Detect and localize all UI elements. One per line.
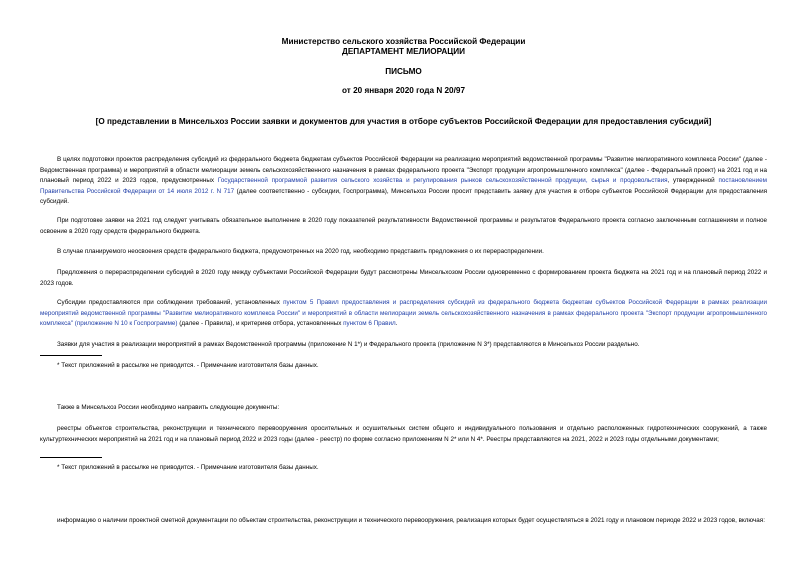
paragraph-9: информацию о наличии проектной сметной документации по объектам строительства, реконструкции и технического перевооружения, реализация которых будет осуществляться в 2021 году и плановом периоде 2022 и 2023 годов, включая: (57, 517, 765, 524)
doc-date-number: от 20 января 2020 года N 20/97 (342, 86, 465, 95)
paragraph-5-text-b: (далее - Правила), и критериев отбора, установленных (177, 320, 344, 327)
ministry-title: Министерство сельского хозяйства Российской Федерации (281, 37, 526, 46)
paragraph-1 (40, 155, 767, 208)
paragraph-1-text-a: В целях подготовки проектов распределения субсидий из федерального бюджета бюджетам субъектов Российской Федерации на реализацию мероприятий ведомственной программы "Развитие мелиоративного комплекса России" (далее - Ведомственная программа) и мероприятий в области мелиорации земель сельскохозяйственного назначения в рамках федерального проекта "Экспорт продукции агропромышленного комплекса" (далее - Федеральный проект) на 2021 год и на плановый период 2022 и 2023 годов, предусмотренных (40, 156, 767, 184)
link-gosprogramma[interactable]: Государственной программой развития сельского хозяйства и регулирования рынков сельскохозяйственной продукции, сырья и продовольствия (217, 177, 668, 184)
paragraph-7: Также в Минсельхоз России необходимо направить следующие документы: (57, 404, 280, 411)
footnote-divider (40, 355, 102, 356)
paragraph-6: Заявки для участия в реализации мероприятий в рамках Ведомственной программы (приложение N 1*) и Федерального проекта (приложение N 3*) представляются в Минсельхоз России раздельно. (57, 341, 640, 348)
footnote-1: * Текст приложений в рассылке не приводится. - Примечание изготовителя базы данных. (57, 362, 319, 369)
link-postanovlenie-717[interactable]: постановлением Правительства Российской Федерации от 14 июля 2012 г. N 717 (40, 177, 767, 195)
paragraph-5 (40, 298, 767, 330)
paragraph-4: Предложения о перераспределении субсидий в 2020 году между субъектами Российской Федерации будут рассмотрены Минсельхозом России одновременно с формированием проекта бюджета на 2021 год и на плановый период 2022 и 2023 годов. (40, 269, 767, 287)
paragraph-5-text-a: Субсидии предоставляются при соблюдении требований, установленных (57, 299, 284, 306)
doc-subject: [О представлении в Минсельхоз России заявки и документов для участия в отборе субъектов Российской Федерации для предоставления субсидий] (95, 117, 712, 126)
footnote-divider (40, 457, 102, 458)
footnote-2: * Текст приложений в рассылке не приводится. - Примечание изготовителя базы данных. (57, 464, 319, 471)
paragraph-1-text-b: , утвержденной (667, 177, 719, 184)
link-punkt-5-pravil[interactable]: пунктом 5 Правил предоставления и распределения субсидий из федерального бюджета бюджетам субъектов Российской Федерации в рамках реализации мероприятий ведомственной программы "Развитие мелиоративного комплекса России" и мероприятий в области мелиорации земель сельскохозяйственного назначения в рамках федерального проекта "Экспорт продукции агропромышленного комплекса" (приложение N 10 к Госпрограмме) (40, 299, 767, 327)
paragraph-2: При подготовке заявки на 2021 год следует учитывать обязательное выполнение в 2020 году показателей результативности Ведомственной программы и результатов Федерального проекта согласно заключенным соглашениям и полное освоение в 2020 году средств федерального бюджета. (40, 217, 767, 235)
paragraph-1-text-c: (далее соответственно - субсидии, Госпрограмма), Минсельхоз России просит представить заявку для участия в отборе субъектов Российской Федерации для предоставления субсидий. (40, 187, 767, 205)
paragraph-3: В случае планируемого неосвоения средств федерального бюджета, предусмотренных на 2020 год, необходимо представить предложения о их перераспределении. (57, 248, 544, 255)
doc-type-title: ПИСЬМО (385, 67, 422, 76)
paragraph-8: реестры объектов строительства, реконструкции и технического перевооружения оросительных и осушительных систем общего и индивидуального пользования и отдельно расположенных гидротехнических сооружений, а также культуртехнических мероприятий на 2021 год и на плановый период 2022 и 2023 годы (далее - реестр) по форме согласно приложениям N 2* или N 4*. Реестры представляются на 2021, 2022 и 2023 годы отдельными документами; (40, 425, 767, 443)
paragraph-5-text-c: . (395, 320, 398, 327)
department-title: ДЕПАРТАМЕНТ МЕЛИОРАЦИИ (342, 47, 465, 56)
link-punkt-6-pravil[interactable]: пунктом 6 Правил (343, 320, 396, 327)
